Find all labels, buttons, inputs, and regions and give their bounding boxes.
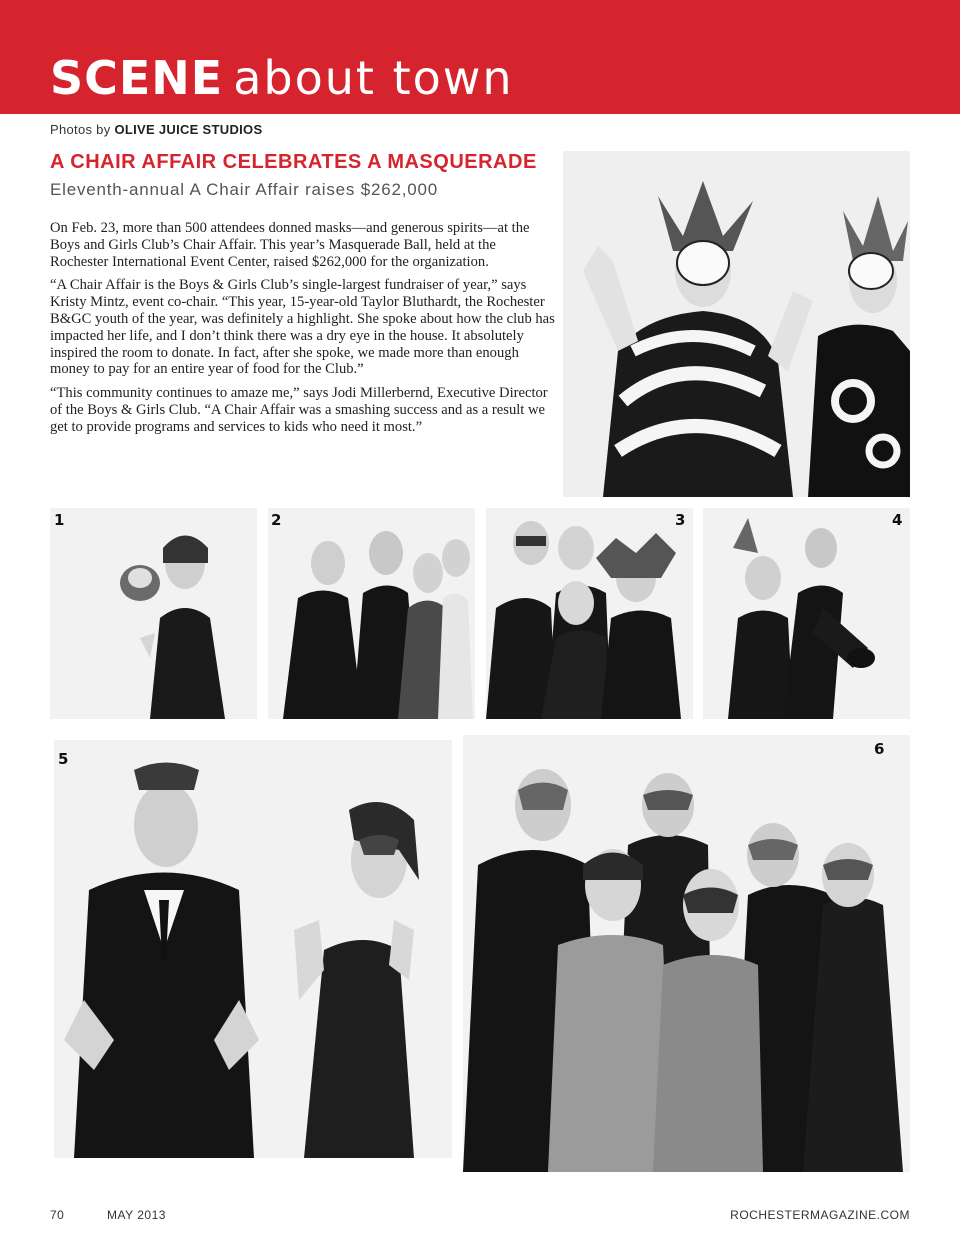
photo-number-3: 3 [675,511,686,529]
page-number: 70 [50,1208,65,1222]
photo-number-4: 4 [892,511,903,529]
article-subhead: Eleventh-annual A Chair Affair raises $262,000 [50,180,439,199]
photo-4 [703,508,910,719]
article-paragraph: On Feb. 23, more than 500 attendees donned masks—and generous spirits—at the Boys and Girls Club’s Chair Affair. This year’s Masquerade Ball, held at the Rochester International Event Center, raised $262,000 for the organization. [50,220,530,270]
article-headline: A CHAIR AFFAIR CELEBRATES A MASQUERADE [50,151,537,173]
photo-6 [463,735,910,1172]
photo-credit [50,122,262,137]
photo-2 [268,508,475,719]
section-title-bold: SCENE [50,51,224,105]
article-body [50,220,555,443]
main-photo [563,151,910,497]
website: ROCHESTERMAGAZINE.COM [730,1208,910,1222]
section-title [50,48,514,108]
photo-number-2: 2 [271,511,282,529]
photo-credit-prefix: Photos by [50,122,111,137]
photo-5 [54,740,452,1158]
photo-credit-photographer: OLIVE JUICE STUDIOS [114,122,263,137]
photo-number-5: 5 [58,750,69,768]
photo-3 [486,508,693,719]
article-paragraph: “This community continues to amaze me,” says Jodi Millerbernd, Executive Director of the Boys & Girls Club. “A Chair Affair was a smashing success and as a result we get to provide programs and services to kids who need it most.” [50,385,548,435]
section-title-light: about town [233,51,514,105]
photo-1 [50,508,257,719]
photo-number-1: 1 [54,511,65,529]
article-paragraph: “A Chair Affair is the Boys & Girls Club’s single-largest fundraiser of year,” says Kristy Mintz, event co-chair. “This year, 15-year-old Taylor Bluthardt, the Rochester B&GC youth of the year, was definitely a highlight. She spoke about how the club has impacted her life, and I don’t think there was a dry eye in the house. It absolutely inspired the room to donate. In fact, after she spoke, we made more than enough money to pay for an entire year of food for the Club.” [50,277,555,378]
issue-date: MAY 2013 [107,1208,166,1222]
photo-number-6: 6 [874,740,885,758]
